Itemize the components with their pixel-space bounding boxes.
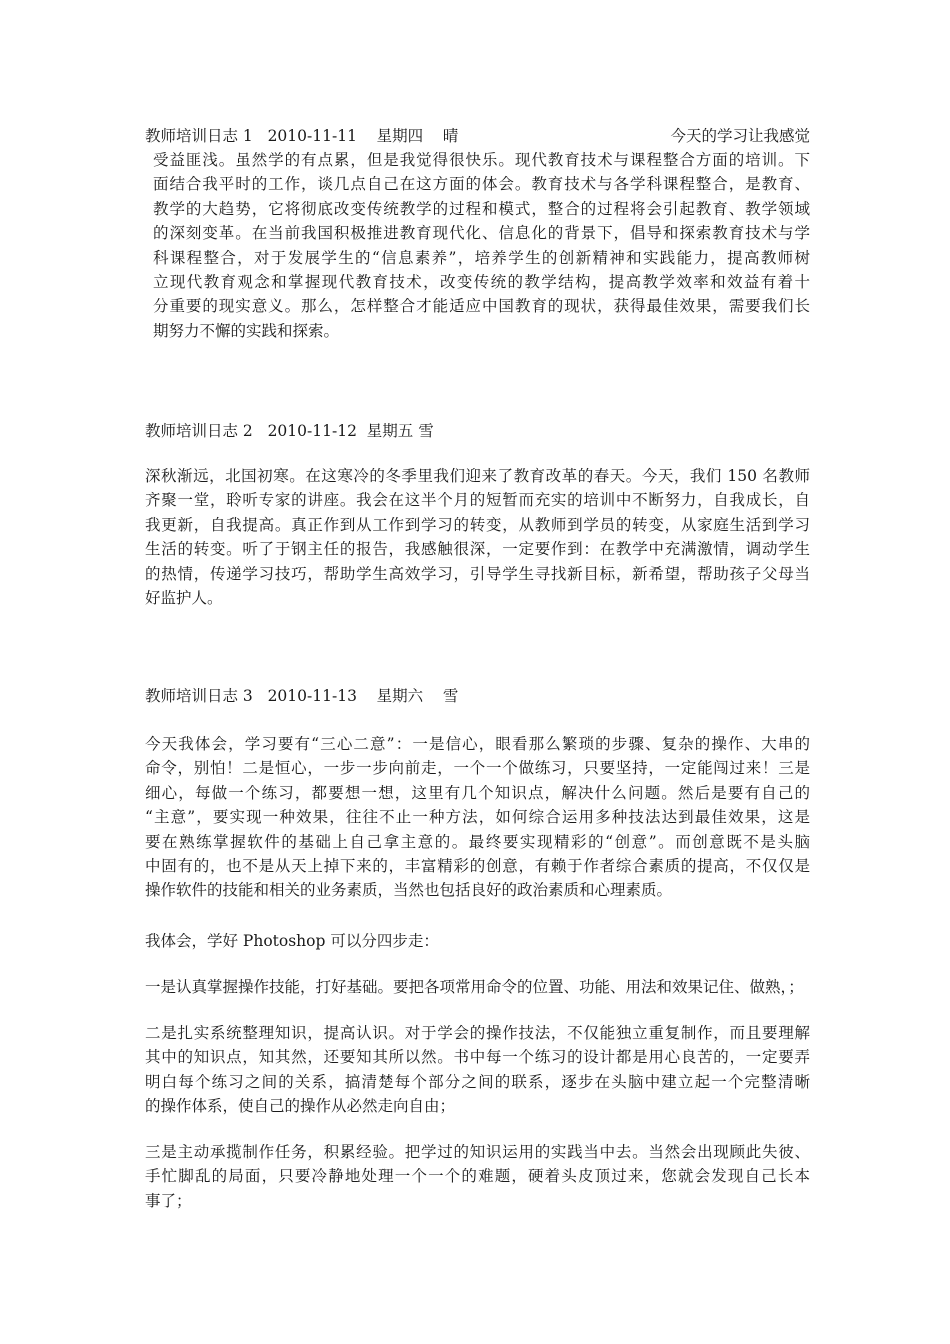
paragraph-line: 手忙脚乱的局面，只要冷静地处理一个一个的难题，硬着头皮顶过来，您就会发现自己长本: [145, 1167, 810, 1186]
paragraph-line: 我更新，自我提高。真正作到从工作到学习的转变，从教师到学员的转变，从家庭生活到学习: [145, 515, 810, 534]
paragraph-line: 命令，别怕！二是恒心，一步一步向前走，一个一个做练习，只要坚持，一定能闯过来！三是: [145, 759, 810, 778]
paragraph-line: 的热情，传递学习技巧，帮助学生高效学习，引导学生寻找新目标，新希望，帮助孩子父母当: [145, 564, 810, 583]
paragraph-line: 的操作体系，使自己的操作从必然走向自由；: [145, 1097, 456, 1116]
paragraph-line: “主意”，要实现一种效果，往往不止一种方法，如何综合运用多种技法达到最佳效果，这是: [145, 808, 810, 827]
paragraph-line: 分重要的现实意义。那么，怎样整合才能适应中国教育的现状，获得最佳效果，需要我们长: [153, 297, 810, 316]
paragraph-line: 操作软件的技能和相关的业务素质，当然也包括良好的政治素质和心理素质。: [145, 881, 673, 900]
paragraph-line: 三是主动承揽制作任务，积累经验。把学过的知识运用的实践当中去。当然会出现顾此失彼、: [145, 1143, 810, 1161]
entry-title: 教师培训日志 1 2010-11-11 星期四 晴: [145, 127, 459, 145]
paragraph-line: 深秋渐远，北国初寒。在这寒冷的冬季里我们迎来了教育改革的春天。今天，我们 150 名教师: [145, 467, 810, 485]
entry-title: 教师培训日志 2 2010-11-12 星期五 雪: [145, 422, 434, 440]
paragraph-line: 今天我体会，学习要有“三心二意”：一是信心，眼看那么繁琐的步骤、复杂的操作、大串的: [145, 735, 810, 753]
paragraph-line: 教学的大趋势，它将彻底改变传统教学的过程和模式，整合的过程将会引起教育、教学领域: [153, 199, 810, 218]
entry-heading-continuation: 今天的学习让我感觉: [670, 127, 810, 145]
paragraph-line: 的深刻变革。在当前我国积极推进教育现代化、信息化的背景下，倡导和探索教育技术与学: [153, 224, 810, 243]
paragraph-line: 立现代教育观念和掌握现代教育技术，改变传统的教学结构，提高教学效率和效益有着十: [153, 272, 810, 291]
entry-paragraph: [145, 464, 810, 610]
paragraph-line: 要在熟练掌握软件的基础上自己拿主意的。最终要实现精彩的“创意”。而创意既不是头脑: [145, 832, 810, 851]
paragraph-line: 我体会，学好 Photoshop 可以分四步走：: [145, 932, 439, 950]
paragraph-line: 二是扎实系统整理知识，提高认识。对于学会的操作技法，不仅能独立重复制作，而且要理解: [145, 1024, 810, 1042]
entry-paragraph: [145, 1140, 810, 1213]
entry-paragraph: [145, 148, 810, 343]
entry-heading: [145, 124, 810, 148]
entry-paragraph: [145, 975, 810, 999]
entry-paragraph: [145, 1021, 810, 1119]
paragraph-line: 面结合我平时的工作，谈几点自己在这方面的体会。教育技术与各学科课程整合，是教育、: [153, 175, 810, 194]
paragraph-line: 其中的知识点，知其然，还要知其所以然。书中每一个练习的设计都是用心良苦的，一定要弄: [145, 1048, 810, 1067]
log-entry-2: [145, 419, 810, 443]
paragraph-line: 明白每个练习之间的关系，搞清楚每个部分之间的联系，逐步在头脑中建立起一个完整清晰: [145, 1072, 810, 1091]
entry-paragraph: [145, 732, 810, 903]
paragraph-line: 中固有的，也不是从天上掉下来的，丰富精彩的创意，有赖于作者综合素质的提高，不仅仅是: [145, 856, 810, 875]
log-entry-3: [145, 684, 810, 708]
entry-title: 教师培训日志 3 2010-11-13 星期六 雪: [145, 687, 459, 705]
entry-paragraph: [145, 929, 810, 953]
paragraph-line: 细心，每做一个练习，都要想一想，这里有几个知识点，解决什么问题。然后是要有自己的: [145, 783, 810, 802]
paragraph-line: 一是认真掌握操作技能，打好基础。要把各项常用命令的位置、功能、用法和效果记住、做熟，；: [145, 978, 804, 996]
paragraph-line: 生活的转变。听了于钢主任的报告，我感触很深，一定要作到：在教学中充满激情，调动学生: [145, 540, 810, 559]
entry-heading: [145, 684, 810, 708]
paragraph-line: 受益匪浅。虽然学的有点累，但是我觉得很快乐。现代教育技术与课程整合方面的培训。下: [153, 151, 810, 169]
paragraph-line: 期努力不懈的实践和探索。: [153, 321, 340, 340]
paragraph-line: 好监护人。: [145, 588, 223, 607]
paragraph-line: 齐聚一堂，聆听专家的讲座。我会在这半个月的短暂而充实的培训中不断努力，自我成长，自: [145, 491, 810, 510]
entry-heading: [145, 419, 810, 443]
paragraph-line: 科课程整合，对于发展学生的“信息素养”，培养学生的创新精神和实践能力，提高教师树: [153, 248, 810, 267]
paragraph-line: 事了；: [145, 1191, 192, 1210]
log-entry-1: [145, 124, 810, 343]
